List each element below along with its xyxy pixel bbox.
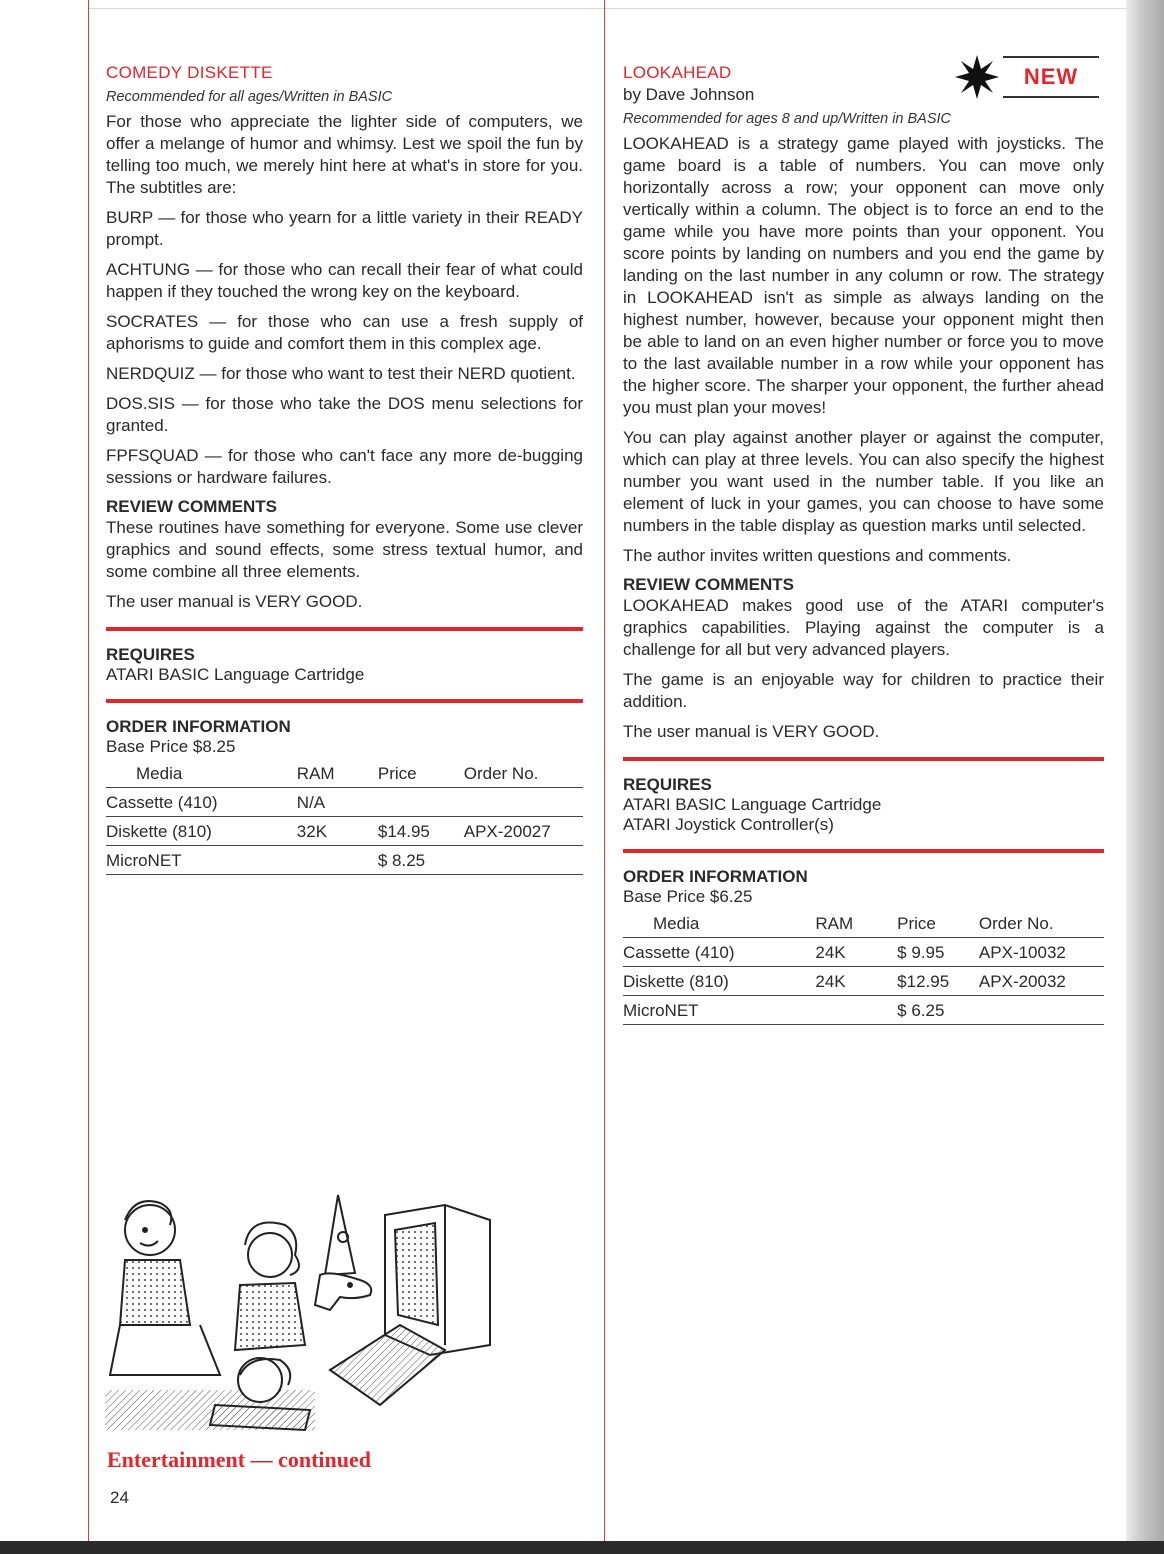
table-cell: [378, 788, 464, 817]
order-table: [623, 911, 1104, 1025]
column-header: RAM: [815, 911, 897, 938]
next-page-edge: [1126, 0, 1164, 1554]
product-title: COMEDY DISKETTE: [106, 63, 273, 82]
table-cell: $ 6.25: [897, 996, 979, 1025]
order-heading: ORDER INFORMATION: [106, 717, 291, 736]
subtitle-paragraph: ACHTUNG — for those who can recall their fear of what could happen if they touched the wrong key on the keyboard.: [106, 260, 583, 301]
table-cell: 24K: [815, 938, 897, 967]
base-price: Base Price $8.25: [106, 737, 236, 756]
subtitle-paragraph: NERDQUIZ — for those who want to test their NERD quotient.: [106, 364, 576, 383]
red-divider: [106, 699, 583, 703]
new-label: NEW: [1023, 64, 1079, 89]
description-paragraph: You can play against another player or against the computer, which can play at three levels. You can also specify the highest number you want used in the number table. If you like an element of luck in your games, you can choose to have some numbers in the table display as question marks until selected.: [623, 428, 1104, 535]
subtitle-paragraph: DOS.SIS — for those who take the DOS menu selections for granted.: [106, 394, 583, 435]
table-cell: 24K: [815, 967, 897, 996]
table-row: [106, 788, 583, 817]
kids-at-computer-illustration: [100, 1175, 500, 1440]
review-heading: REVIEW COMMENTS: [106, 497, 277, 516]
column-header: Order No.: [464, 761, 583, 788]
table-header-row: [623, 911, 1104, 938]
red-divider: [623, 849, 1104, 853]
description-paragraph: For those who appreciate the lighter side of computers, we offer a melange of humor and whimsy. Lest we spoil the fun by telling too much, we merely hint here at what's in store for you. The subtitles are:: [106, 112, 583, 197]
table-cell: [464, 846, 583, 875]
table-cell: Diskette (810): [106, 817, 297, 846]
column-header: Price: [378, 761, 464, 788]
subtitle-paragraph: FPFSQUAD — for those who can't face any more de-bugging sessions or hardware failures.: [106, 446, 583, 487]
table-cell: N/A: [297, 788, 378, 817]
requires-heading: REQUIRES: [623, 775, 712, 794]
subtitle-paragraph: SOCRATES — for those who can use a fresh supply of aphorisms to guide and comfort them in this complex age.: [106, 312, 583, 353]
table-cell: MicroNET: [106, 846, 297, 875]
table-cell: $ 8.25: [378, 846, 464, 875]
table-cell: $ 9.95: [897, 938, 979, 967]
red-divider: [106, 627, 583, 631]
section-continued-label: Entertainment — continued: [107, 1447, 371, 1472]
table-cell: Cassette (410): [106, 788, 297, 817]
review-paragraph: The user manual is VERY GOOD.: [106, 592, 363, 611]
table-cell: $12.95: [897, 967, 979, 996]
review-paragraph: LOOKAHEAD makes good use of the ATARI computer's graphics capabilities. Playing against the computer is a challenge for all but very advanced players.: [623, 596, 1104, 659]
scan-bottom-edge: [0, 1541, 1164, 1554]
description-paragraph: LOOKAHEAD is a strategy game played with joysticks. The game board is a table of numbers. You can move only horizontally across a row; your opponent can move only vertically within a column. The object is to force an end to the game while you have more points than your opponent. You score points by landing on numbers and you end the game by landing on the last number in any column or row. The strategy in LOOKAHEAD isn't as simple as always landing on the highest number, however, because your opponent might then be able to land on an even higher number or force you to move to the last available number in a row while your opponent has the higher score. The sharper your opponent, the further ahead you must plan your moves!: [623, 134, 1104, 417]
column-header: Order No.: [979, 911, 1104, 938]
table-header-row: [106, 761, 583, 788]
table-cell: [979, 996, 1104, 1025]
table-cell: APX-20027: [464, 817, 583, 846]
table-cell: [297, 846, 378, 875]
table-row: [106, 817, 583, 846]
column-header: Media: [106, 761, 297, 788]
table-row: [623, 996, 1104, 1025]
table-cell: MicroNET: [623, 996, 815, 1025]
author-byline: by Dave Johnson: [623, 85, 755, 104]
red-divider: [623, 757, 1104, 761]
column-divider-rule: [604, 0, 605, 1541]
review-paragraph: The user manual is VERY GOOD.: [623, 722, 880, 741]
comedy-diskette-section: [106, 63, 583, 875]
base-price: Base Price $6.25: [623, 887, 753, 906]
order-heading: ORDER INFORMATION: [623, 867, 808, 886]
requirement-item: ATARI BASIC Language Cartridge: [623, 795, 882, 814]
table-cell: Cassette (410): [623, 938, 815, 967]
requirement-item: ATARI Joystick Controller(s): [623, 815, 834, 834]
table-cell: [815, 996, 897, 1025]
column-header: Media: [623, 911, 815, 938]
left-margin-rule: [88, 0, 89, 1541]
table-row: [623, 967, 1104, 996]
recommended-line: Recommended for all ages/Written in BASIC: [106, 89, 393, 105]
starburst-icon: [955, 55, 999, 99]
review-paragraph: These routines have something for everyone. Some use clever graphics and sound effects, some stress textual humor, and some combine all three elements.: [106, 518, 583, 581]
table-cell: APX-10032: [979, 938, 1104, 967]
review-heading: REVIEW COMMENTS: [623, 575, 794, 594]
column-header: Price: [897, 911, 979, 938]
review-paragraph: The game is an enjoyable way for children to practice their addition.: [623, 670, 1104, 711]
new-badge: [955, 55, 1099, 99]
table-row: [106, 846, 583, 875]
order-table: [106, 761, 583, 875]
table-cell: Diskette (810): [623, 967, 815, 996]
new-label-box: [1003, 56, 1099, 98]
subtitle-paragraph: BURP — for those who yearn for a little variety in their READY prompt.: [106, 208, 583, 249]
requirement-item: ATARI BASIC Language Cartridge: [106, 665, 365, 684]
page-top-edge: [88, 0, 1128, 9]
lookahead-section: [623, 63, 1104, 1025]
product-title: LOOKAHEAD: [623, 63, 732, 82]
table-cell: $14.95: [378, 817, 464, 846]
table-cell: APX-20032: [979, 967, 1104, 996]
page-number: 24: [110, 1488, 129, 1507]
recommended-line: Recommended for ages 8 and up/Written in BASIC: [623, 111, 952, 127]
table-cell: 32K: [297, 817, 378, 846]
description-paragraph: The author invites written questions and comments.: [623, 546, 1012, 565]
table-cell: [464, 788, 583, 817]
requires-heading: REQUIRES: [106, 645, 195, 664]
column-header: RAM: [297, 761, 378, 788]
table-row: [623, 938, 1104, 967]
